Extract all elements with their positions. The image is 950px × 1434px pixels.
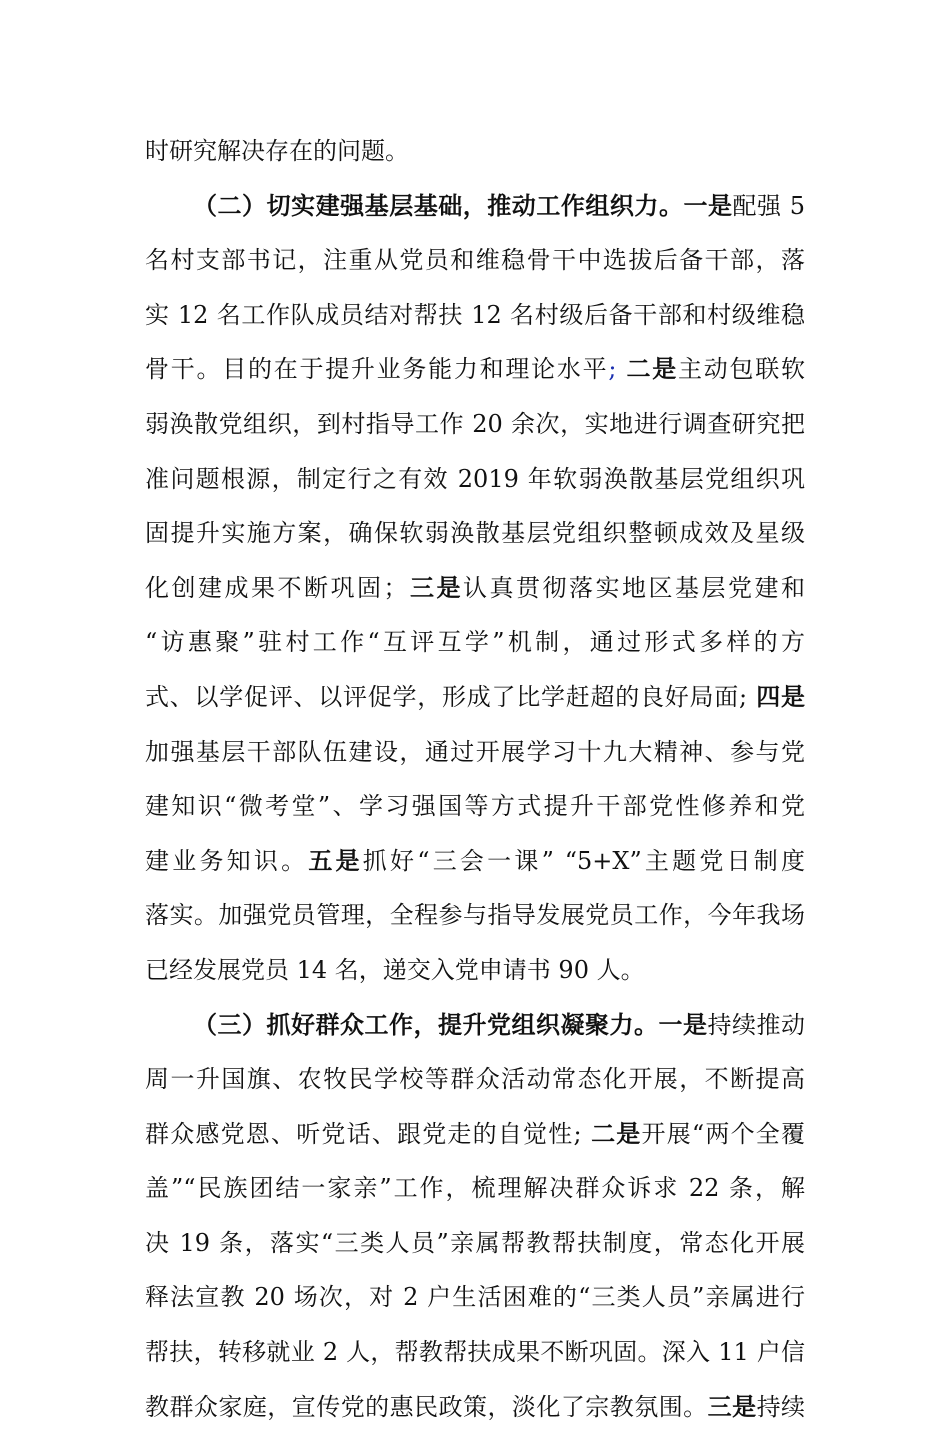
- text-line: [145, 288, 805, 343]
- text-line: [145, 1380, 805, 1434]
- text-line: [145, 834, 805, 889]
- bold-text: 三是: [707, 1391, 757, 1421]
- body-text: 准问题根源，制定行之有效 2019 年软弱涣散基层党组织巩: [145, 464, 805, 493]
- body-text: 持续: [756, 1392, 806, 1421]
- body-text: 建业务知识。: [145, 846, 309, 875]
- bold-text: （三）抓好群众工作，提升党组织凝聚力。一是: [193, 1009, 708, 1039]
- body-text: 弱涣散党组织，到村指导工作 20 余次，实地进行调查研究把: [145, 409, 805, 438]
- text-line: [145, 670, 805, 725]
- body-text: 盖”“民族团结一家亲”工作，梳理解决群众诉求 22 条，解: [145, 1174, 805, 1203]
- body-text: 配强 5: [732, 191, 806, 220]
- body-text: 周一升国旗、农牧民学校等群众活动常态化开展，不断提高: [145, 1065, 805, 1094]
- body-text: 建知识“微考堂”、学习强国等方式提升干部党性修养和党: [145, 792, 805, 821]
- text-line: [145, 233, 805, 288]
- text-line: [145, 397, 805, 452]
- text-line: [145, 725, 805, 780]
- text-line: [145, 124, 805, 179]
- body-text: 加强基层干部队伍建设，通过开展学习十九大精神、参与党: [145, 737, 805, 766]
- body-text: 时研究解决存在的问题。: [145, 137, 409, 165]
- text-line: [145, 888, 805, 943]
- text-line: [145, 452, 805, 507]
- body-text: 骨干。目的在于提升业务能力和理论水平: [145, 355, 609, 384]
- body-text: 化创建成果不断巩固；: [145, 573, 408, 602]
- bold-text: （二）切实建强基层基础，推动工作组织力。一是: [193, 190, 733, 220]
- text-line: [145, 1052, 805, 1107]
- text-line: [145, 779, 805, 834]
- bold-text: 二是: [581, 1118, 642, 1148]
- document-body: [145, 124, 805, 1434]
- body-text: 名村支部书记，注重从党员和维稳骨干中选拔后备干部，落: [145, 246, 805, 275]
- text-line: [145, 998, 805, 1053]
- bold-text: 四是: [747, 681, 805, 711]
- body-text: 群众感党恩、听党话、跟党走的自觉性;: [145, 1119, 582, 1148]
- body-text: 教群众家庭，宣传党的惠民政策，淡化了宗教氛围。: [145, 1392, 708, 1421]
- body-text: 释法宣教 20 场次，对 2 户生活困难的“三类人员”亲属进行: [145, 1283, 805, 1312]
- text-line: [145, 1216, 805, 1271]
- text-line: [145, 561, 805, 616]
- text-line: [145, 615, 805, 670]
- body-text: 已经发展党员 14 名，递交入党申请书 90 人。: [145, 955, 645, 984]
- body-text: 认真贯彻落实地区基层党建和: [463, 573, 805, 602]
- body-text: 固提升实施方案，确保软弱涣散基层党组织整顿成效及星级: [145, 519, 805, 548]
- body-text: 持续推动: [707, 1010, 805, 1039]
- body-text: 实 12 名工作队成员结对帮扶 12 名村级后备干部和村级维稳: [145, 300, 805, 329]
- text-line: [145, 943, 805, 998]
- text-line: [145, 1325, 805, 1380]
- body-text: 式、以学促评、以评促学，形成了比学赶超的良好局面;: [145, 682, 748, 711]
- body-text: 抓好“三会一课” “5+X”主题党日制度: [362, 846, 806, 875]
- text-line: [145, 1161, 805, 1216]
- text-line: [145, 506, 805, 561]
- body-text: 主动包联软: [678, 355, 806, 384]
- body-text: “访惠聚”驻村工作“互评互学”机制，通过形式多样的方: [145, 628, 805, 657]
- body-text: 落实。加强党员管理，全程参与指导发展党员工作，今年我场: [145, 901, 805, 930]
- bold-text: 三是: [407, 572, 463, 602]
- body-text: 开展“两个全覆: [641, 1119, 805, 1148]
- text-line: [145, 179, 805, 234]
- text-line: [145, 1107, 805, 1162]
- text-line: [145, 1270, 805, 1325]
- bold-text: 二是: [616, 354, 679, 384]
- body-text: 帮扶，转移就业 2 人，帮教帮扶成果不断巩固。深入 11 户信: [145, 1338, 805, 1367]
- text-line: [145, 342, 805, 397]
- body-text: ;: [608, 355, 617, 384]
- body-text: 决 19 条，落实“三类人员”亲属帮教帮扶制度，常态化开展: [145, 1228, 805, 1257]
- bold-text: 五是: [308, 845, 363, 875]
